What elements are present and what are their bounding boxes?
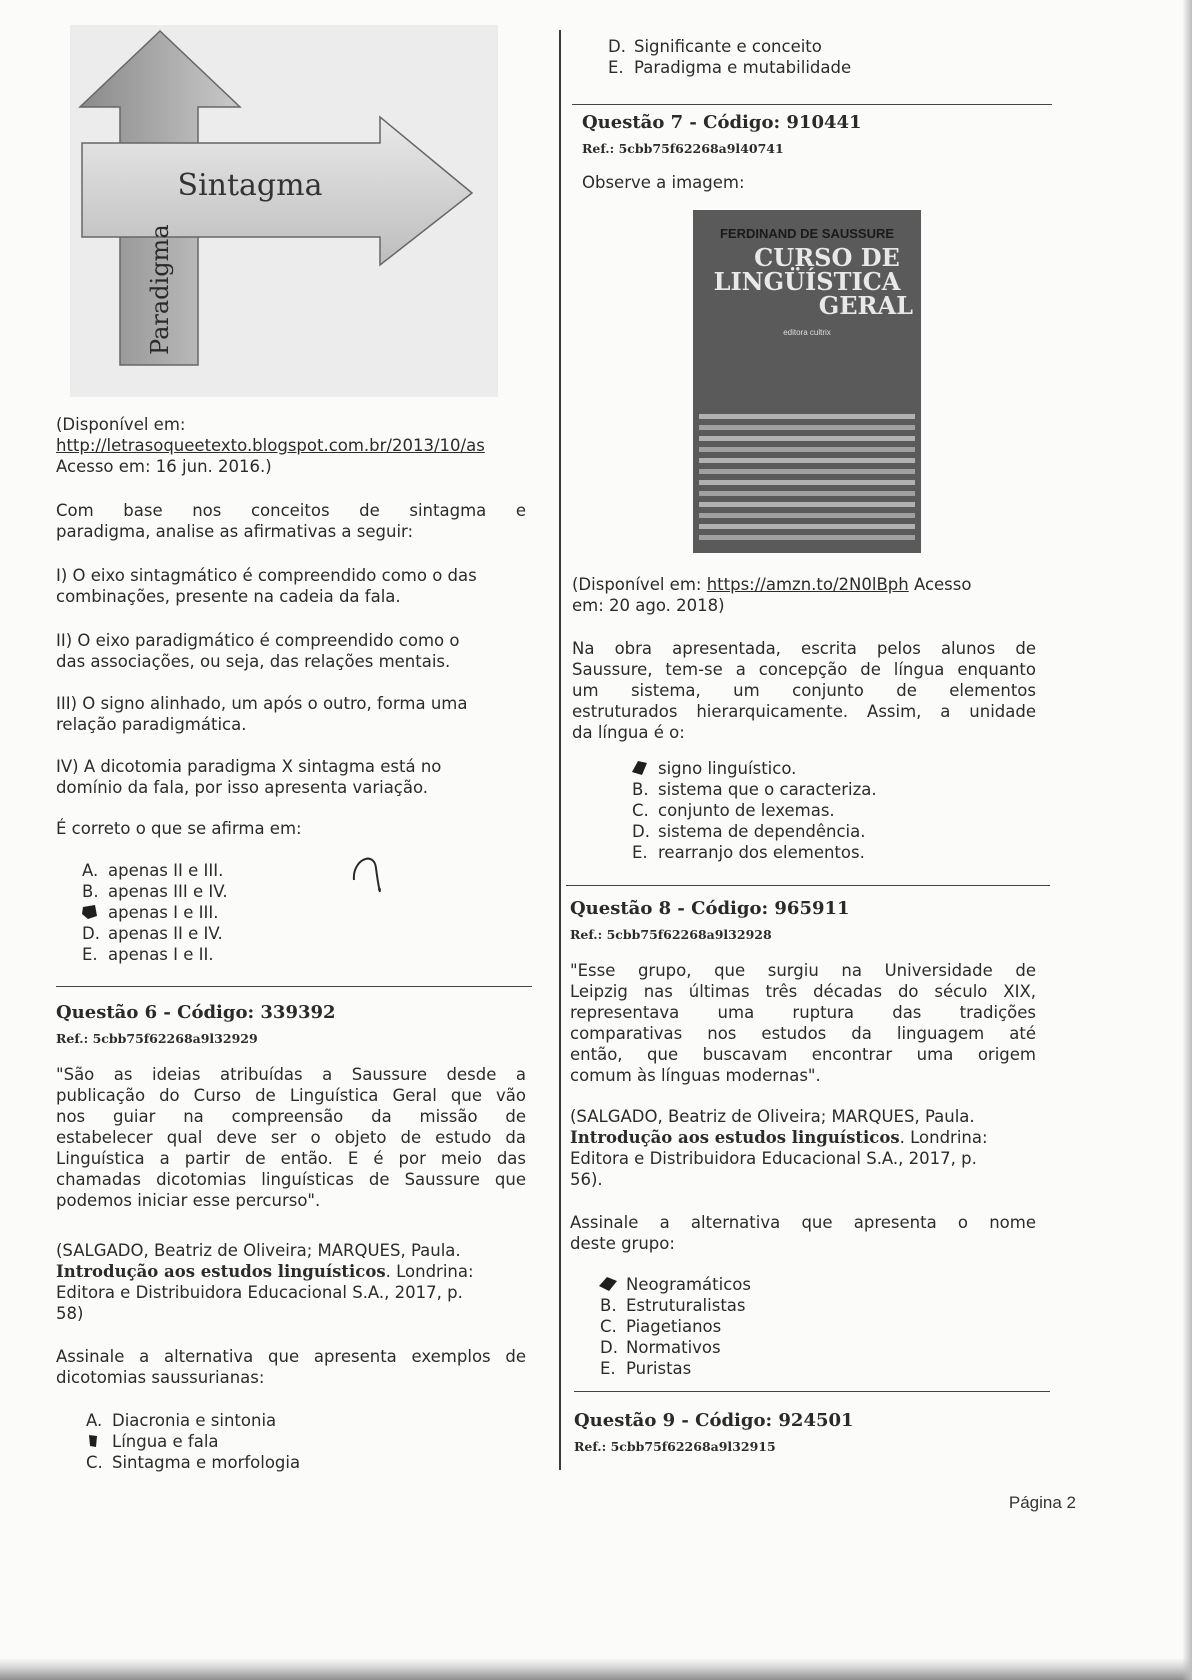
question-separator [566, 885, 1050, 886]
option-text: Piagetianos [626, 1317, 722, 1336]
page-number: Página 2 [1008, 1493, 1076, 1512]
option-letter: E. [632, 843, 648, 862]
question-ref: Ref.: 5cbb75f62268a9l40741 [582, 141, 784, 156]
book-cover-pattern [699, 410, 915, 550]
question-title: Questão 6 - Código: 339392 [56, 1002, 336, 1023]
prompt-line: Assinale a alternativa que apresenta exemplos de [56, 1347, 526, 1366]
q7-text [572, 638, 1036, 743]
statement-3 [56, 693, 467, 735]
citation-line: (SALGADO, Beatriz de Oliveira; MARQUES, Paula. [56, 1241, 461, 1260]
statement-line: II) O eixo paradigmático é compreendido como o [56, 631, 460, 650]
scan-edge [1182, 0, 1192, 1680]
question-ref: Ref.: 5cbb75f62268a9l32915 [574, 1439, 776, 1454]
option-letter: E. [608, 58, 624, 77]
citation-line: (SALGADO, Beatriz de Oliveira; MARQUES, Paula. [570, 1107, 975, 1126]
q8-citation [570, 1106, 988, 1190]
statement-line: I) O eixo sintagmático é compreendido como o das [56, 566, 477, 585]
intro-line: Com base nos conceitos de sintagma e [56, 501, 526, 520]
q5-intro [56, 500, 526, 542]
option-d[interactable] [82, 923, 228, 944]
option-text: signo linguístico. [658, 759, 797, 778]
statement-4 [56, 756, 441, 798]
quote-line: "São as ideias atribuídas a Saussure desde a [56, 1065, 526, 1084]
pen-dot [378, 888, 381, 891]
question-ref: Ref.: 5cbb75f62268a9l32929 [56, 1031, 258, 1046]
citation-text: . Londrina: [385, 1262, 474, 1281]
option-text: Neogramáticos [626, 1275, 751, 1294]
citation-text: . Londrina: [899, 1128, 988, 1147]
statement-line: combinações, presente na cadeia da fala. [56, 587, 401, 606]
source-text: (Disponível em: [572, 575, 707, 594]
observe-text: Observe a imagem: [582, 173, 745, 192]
option-text: Significante e conceito [634, 37, 822, 56]
question-title: Questão 8 - Código: 965911 [570, 898, 850, 919]
statement-line: domínio da fala, por isso apresenta variação. [56, 778, 429, 797]
option-b[interactable] [632, 779, 877, 800]
scan-edge [0, 1658, 1192, 1680]
option-text: Normativos [626, 1338, 721, 1357]
question-separator [572, 104, 1052, 105]
statement-line: III) O signo alinhado, um após o outro, forma uma [56, 694, 468, 713]
option-letter: D. [608, 37, 626, 56]
option-letter: D. [600, 1338, 618, 1357]
source-text: Acesso [908, 575, 972, 594]
book-title-line: CURSO DE [754, 243, 900, 272]
option-b[interactable] [86, 1431, 300, 1452]
option-e[interactable] [608, 57, 851, 78]
option-d[interactable] [632, 821, 877, 842]
option-c[interactable] [82, 902, 228, 923]
sintagma-paradigma-diagram [70, 25, 498, 397]
option-text: apenas I e II. [108, 945, 214, 964]
diagram-vertical-label: Paradigma [146, 224, 174, 355]
citation-line: 56). [570, 1170, 603, 1189]
handwritten-note [350, 852, 384, 900]
statement-2 [56, 630, 459, 672]
option-letter: C. [86, 1453, 103, 1472]
intro-line: paradigma, analise as afirmativas a seguir: [56, 522, 414, 541]
book-title [693, 243, 921, 320]
option-c[interactable] [86, 1452, 300, 1473]
prompt-line: dicotomias saussurianas: [56, 1368, 265, 1387]
option-text: Puristas [626, 1359, 692, 1378]
diagram-horizontal-label: Sintagma [177, 168, 323, 203]
q5-source [56, 414, 485, 477]
option-a[interactable] [600, 1274, 751, 1295]
option-b[interactable] [600, 1295, 751, 1316]
option-e[interactable] [82, 944, 228, 965]
quote-line: então, que buscavam encontrar uma origem [570, 1045, 1036, 1064]
statement-line: relação paradigmática. [56, 715, 247, 734]
option-e[interactable] [600, 1358, 751, 1379]
q6-options-continued [608, 36, 851, 78]
citation-book-title: Introdução aos estudos linguísticos [570, 1128, 900, 1147]
quote-line: estabelecer qual deve ser o objeto de estudo da [56, 1128, 526, 1147]
citation-line [570, 1127, 988, 1148]
book-title-line: GERAL [818, 291, 913, 320]
column-divider [559, 30, 561, 1470]
quote-line: comum às línguas modernas". [570, 1066, 821, 1085]
option-letter: B. [632, 780, 649, 799]
option-text: Língua e fala [112, 1432, 219, 1451]
q8-options [600, 1274, 751, 1379]
option-text: Sintagma e morfologia [112, 1453, 301, 1472]
book-cover-image [693, 210, 921, 553]
citation-line: 58) [56, 1304, 84, 1323]
quote-line: Linguística a partir de então. E é por meio das [56, 1149, 526, 1168]
source-text: (Disponível em: [56, 415, 186, 434]
statement-1 [56, 565, 477, 607]
question-prompt: É correto o que se afirma em: [56, 819, 302, 838]
quote-line: chamadas dicotomias linguísticas de Saussure que [56, 1170, 526, 1189]
prompt-line: Assinale a alternativa que apresenta o nome [570, 1213, 1036, 1232]
quote-line: Leipzig nas últimas três décadas do século XIX, [570, 982, 1036, 1001]
text-line: um sistema, um conjunto de elementos [572, 681, 1036, 700]
text-line: estruturados hierarquicamente. Assim, a unidade [572, 702, 1036, 721]
statement-line: IV) A dicotomia paradigma X sintagma está no [56, 757, 442, 776]
q6-prompt [56, 1346, 526, 1388]
option-text: sistema de dependência. [658, 822, 866, 841]
option-text: sistema que o caracteriza. [658, 780, 877, 799]
source-text: Acesso em: 16 jun. 2016.) [56, 457, 272, 476]
book-author: FERDINAND DE SAUSSURE [719, 226, 895, 241]
quote-line: representava uma ruptura das tradições [570, 1003, 1036, 1022]
q6-quote [56, 1064, 526, 1211]
statement-line: das associações, ou seja, das relações mentais. [56, 652, 451, 671]
text-line: Na obra apresentada, escrita pelos alunos de [572, 639, 1036, 658]
option-text: apenas III e IV. [108, 882, 228, 901]
selected-mark-icon [84, 1433, 104, 1449]
option-a[interactable] [86, 1410, 300, 1431]
option-text: apenas II e IV. [108, 924, 223, 943]
option-text: Diacronia e sintonia [112, 1411, 277, 1430]
option-letter: E. [600, 1359, 616, 1378]
quote-line: podemos iniciar esse percurso". [56, 1191, 321, 1210]
option-text: rearranjo dos elementos. [658, 843, 865, 862]
option-letter: D. [82, 924, 100, 943]
option-letter: B. [600, 1296, 617, 1315]
question-separator [56, 986, 532, 987]
option-c[interactable] [600, 1316, 751, 1337]
q8-prompt [570, 1212, 1036, 1254]
option-d[interactable] [608, 36, 851, 57]
option-e[interactable] [632, 842, 877, 863]
selected-mark-icon [80, 904, 100, 920]
q6-citation [56, 1240, 474, 1324]
option-letter: D. [632, 822, 650, 841]
quote-line: nos guiar na compreensão da missão de [56, 1107, 526, 1126]
quote-line: "Esse grupo, que surgiu na Universidade de [570, 961, 1036, 980]
quote-line: publicação do Curso de Linguística Geral que vão [56, 1086, 526, 1105]
source-link[interactable]: http://letrasoqueetexto.blogspot.com.br/2013/10/as [56, 436, 485, 455]
q8-quote [570, 960, 1036, 1086]
question-separator [574, 1391, 1050, 1392]
q6-options [86, 1410, 300, 1473]
text-line: da língua é o: [572, 723, 685, 742]
source-link[interactable]: https://amzn.to/2N0lBph [706, 575, 909, 594]
question-title: Questão 7 - Código: 910441 [582, 112, 862, 133]
citation-line: Editora e Distribuidora Educacional S.A., 2017, p. [56, 1283, 463, 1302]
prompt-line: deste grupo: [570, 1234, 675, 1253]
option-letter: A. [82, 861, 99, 880]
quote-line: comparativas nos estudos da linguagem até [570, 1024, 1036, 1043]
text-line: Saussure, tem-se a concepção de língua enquanto [572, 660, 1036, 679]
source-text: em: 20 ago. 2018) [572, 596, 725, 615]
option-a[interactable] [632, 758, 877, 779]
option-b[interactable] [82, 881, 228, 902]
q5-options [82, 860, 228, 965]
selected-mark-icon [630, 760, 650, 776]
option-c[interactable] [632, 800, 877, 821]
question-title: Questão 9 - Código: 924501 [574, 1410, 854, 1431]
option-letter: C. [600, 1317, 617, 1336]
q7-options [632, 758, 877, 863]
option-d[interactable] [600, 1337, 751, 1358]
q7-source [572, 574, 971, 616]
citation-line [56, 1261, 474, 1282]
option-text: conjunto de lexemas. [658, 801, 835, 820]
option-letter: C. [632, 801, 649, 820]
option-text: Estruturalistas [626, 1296, 746, 1315]
book-title-line: LINGÜÍSTICA [713, 267, 901, 296]
option-letter: B. [82, 882, 99, 901]
option-text: apenas I e III. [108, 903, 219, 922]
option-letter: A. [86, 1411, 103, 1430]
option-text: apenas II e III. [108, 861, 224, 880]
question-ref: Ref.: 5cbb75f62268a9l32928 [570, 927, 772, 942]
option-text: Paradigma e mutabilidade [634, 58, 852, 77]
citation-book-title: Introdução aos estudos linguísticos [56, 1262, 386, 1281]
selected-mark-icon [598, 1276, 618, 1292]
citation-line: Editora e Distribuidora Educacional S.A., 2017, p. [570, 1149, 977, 1168]
option-letter: E. [82, 945, 98, 964]
source-line [572, 574, 971, 595]
option-a[interactable] [82, 860, 228, 881]
book-publisher: editora cultrix [783, 328, 831, 337]
